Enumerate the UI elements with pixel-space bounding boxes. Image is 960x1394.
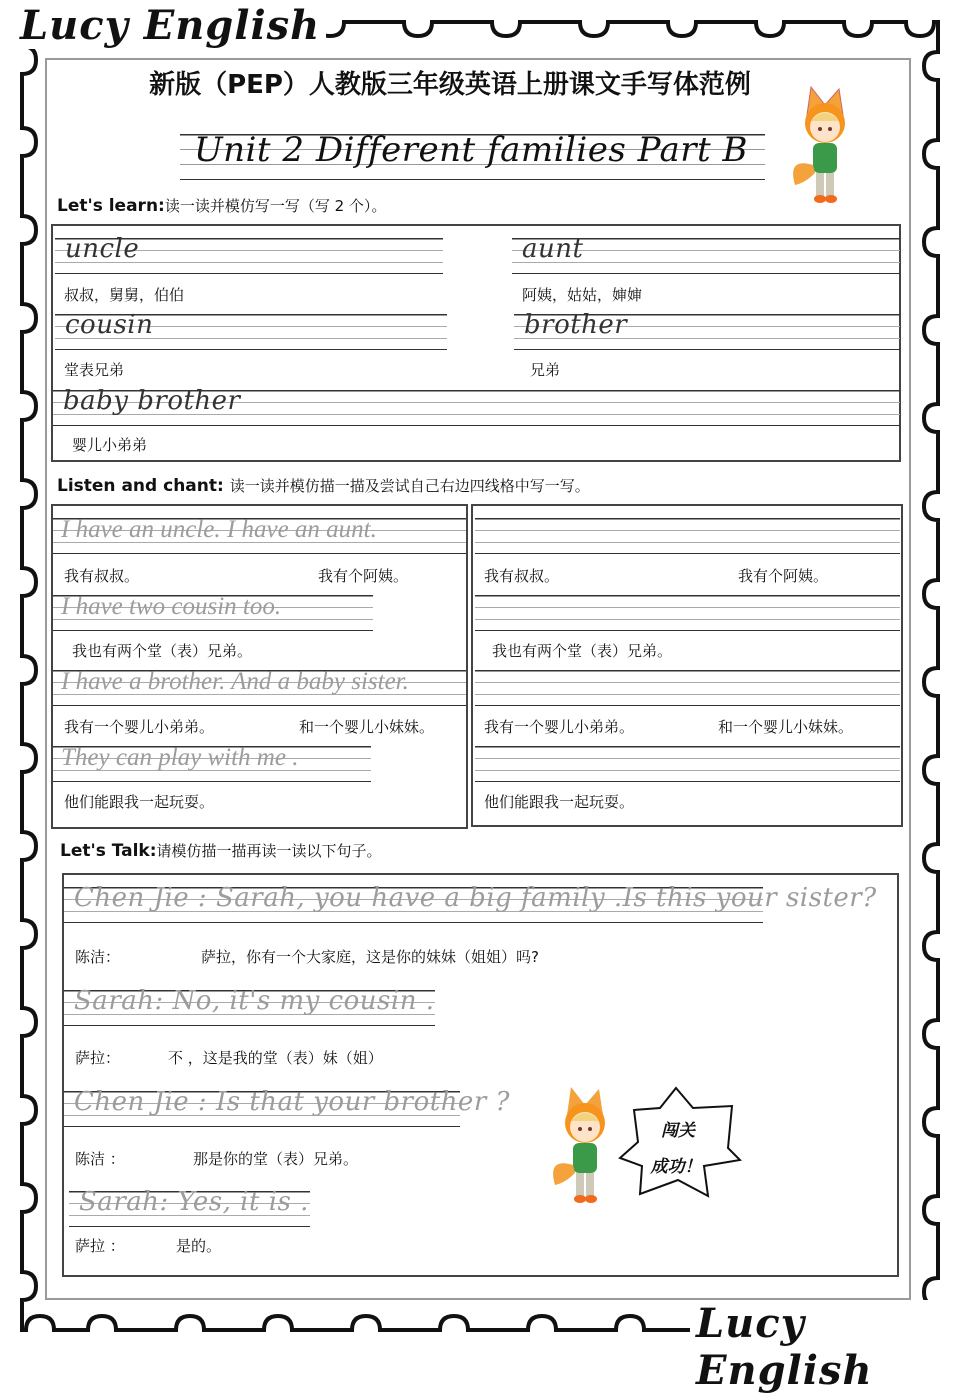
page-title: 新版（PEP）人教版三年级英语上册课文手写体范例 [149, 70, 751, 100]
unit-title: Unit 2 Different families Part B [194, 130, 748, 170]
listen-chant-label: Listen and chant: [57, 476, 224, 496]
word-grid [55, 310, 447, 350]
word-meaning: 兄弟 [530, 361, 561, 379]
chant-grid [53, 670, 466, 706]
word-handwriting: cousin [65, 310, 154, 340]
chant-grid [53, 595, 373, 631]
dialogue-trace-text: Chen Jie : Is that your brother ? [74, 1087, 510, 1117]
chant-meaning: 我有叔叔。 [484, 567, 560, 585]
lets-talk-instruction: 请模仿描一描再读一读以下句子。 [156, 842, 382, 860]
chant-grid [53, 518, 466, 554]
word-handwriting: uncle [65, 234, 140, 264]
dialogue-trace-text: Chen Jie : Sarah, you have a big family .Is this your sister? [74, 883, 877, 913]
chant-meaning: 我有个阿姨。 [738, 567, 829, 585]
chant-grid [53, 746, 371, 782]
chant-meaning: 他们能跟我一起玩耍。 [64, 793, 215, 811]
word-meaning: 阿姨，姑姑，婶婶 [522, 286, 643, 304]
unit-title-grid [180, 130, 765, 180]
chant-practice-grid[interactable] [475, 518, 900, 554]
word-grid [53, 386, 900, 426]
dialogue-speaker: 陈洁： [75, 948, 121, 966]
word-grid [514, 310, 900, 350]
word-meaning: 堂表兄弟 [64, 361, 125, 379]
badge-text: 成功！ [650, 1157, 702, 1177]
chant-meaning: 我也有两个堂（表）兄弟。 [72, 642, 253, 660]
dialogue-meaning: 是的。 [176, 1237, 222, 1255]
chant-practice-grid[interactable] [475, 670, 900, 706]
dialogue-meaning: 不 ，这是我的堂（表）妹（姐） [168, 1049, 383, 1067]
badge-text: 闯关 [661, 1121, 695, 1141]
dialogue-grid [64, 986, 435, 1026]
dialogue-grid [64, 1087, 510, 1127]
lets-talk-heading [60, 840, 382, 861]
word-meaning: 叔叔，舅舅，伯伯 [64, 286, 185, 304]
listen-chant-heading [57, 475, 590, 496]
word-grid [512, 234, 900, 274]
chant-meaning: 我有个阿姨。 [318, 567, 409, 585]
chant-meaning: 和一个婴儿小妹妹。 [718, 718, 854, 736]
dialogue-trace-text: Sarah: Yes, it is . [79, 1187, 309, 1217]
logo-top: Lucy English [14, 2, 326, 49]
lets-learn-heading [57, 195, 386, 216]
word-handwriting: baby brother [63, 386, 241, 416]
fox-mascot-icon [545, 1085, 625, 1207]
dialogue-meaning: 萨拉，你有一个大家庭，这是你的妹妹（姐姐）吗? [201, 948, 539, 966]
chant-practice-grid[interactable] [475, 746, 900, 782]
starburst-badge-icon [618, 1086, 742, 1198]
chant-trace-text: I have two cousin too. [61, 593, 282, 620]
fox-mascot-icon [785, 85, 865, 207]
chant-meaning: 我有一个婴儿小弟弟。 [64, 718, 215, 736]
word-meaning: 婴儿小弟弟 [72, 436, 148, 454]
word-handwriting: brother [524, 310, 628, 340]
dialogue-grid [69, 1187, 310, 1227]
chant-meaning: 我有一个婴儿小弟弟。 [484, 718, 635, 736]
logo-bottom: Lucy English [690, 1300, 960, 1394]
chant-practice-grid[interactable] [475, 595, 900, 631]
chant-meaning: 他们能跟我一起玩耍。 [484, 793, 635, 811]
dialogue-speaker: 陈洁 ： [75, 1150, 125, 1168]
chant-trace-text: They can play with me . [61, 744, 299, 771]
dialogue-grid [64, 883, 877, 923]
dialogue-meaning: 那是你的堂（表）兄弟。 [193, 1150, 359, 1168]
listen-chant-instruction: 读一读并模仿描一描及尝试自己右边四线格中写一写。 [229, 477, 590, 495]
chant-meaning: 我也有两个堂（表）兄弟。 [492, 642, 673, 660]
chant-trace-text: I have an uncle. I have an aunt. [61, 516, 377, 543]
chant-trace-text: I have a brother. And a baby sister. [61, 668, 409, 695]
dialogue-speaker: 萨拉： [75, 1049, 121, 1067]
lets-learn-instruction: 读一读并模仿写一写（写 2 个）。 [164, 197, 387, 215]
dialogue-trace-text: Sarah: No, it's my cousin . [74, 986, 435, 1016]
word-handwriting: aunt [522, 234, 584, 264]
word-grid [55, 234, 443, 274]
chant-meaning: 我有叔叔。 [64, 567, 140, 585]
chant-meaning: 和一个婴儿小妹妹。 [299, 718, 435, 736]
lets-learn-label: Let's learn: [57, 196, 165, 216]
lets-talk-label: Let's Talk: [60, 841, 157, 861]
dialogue-speaker: 萨拉 ： [75, 1237, 125, 1255]
